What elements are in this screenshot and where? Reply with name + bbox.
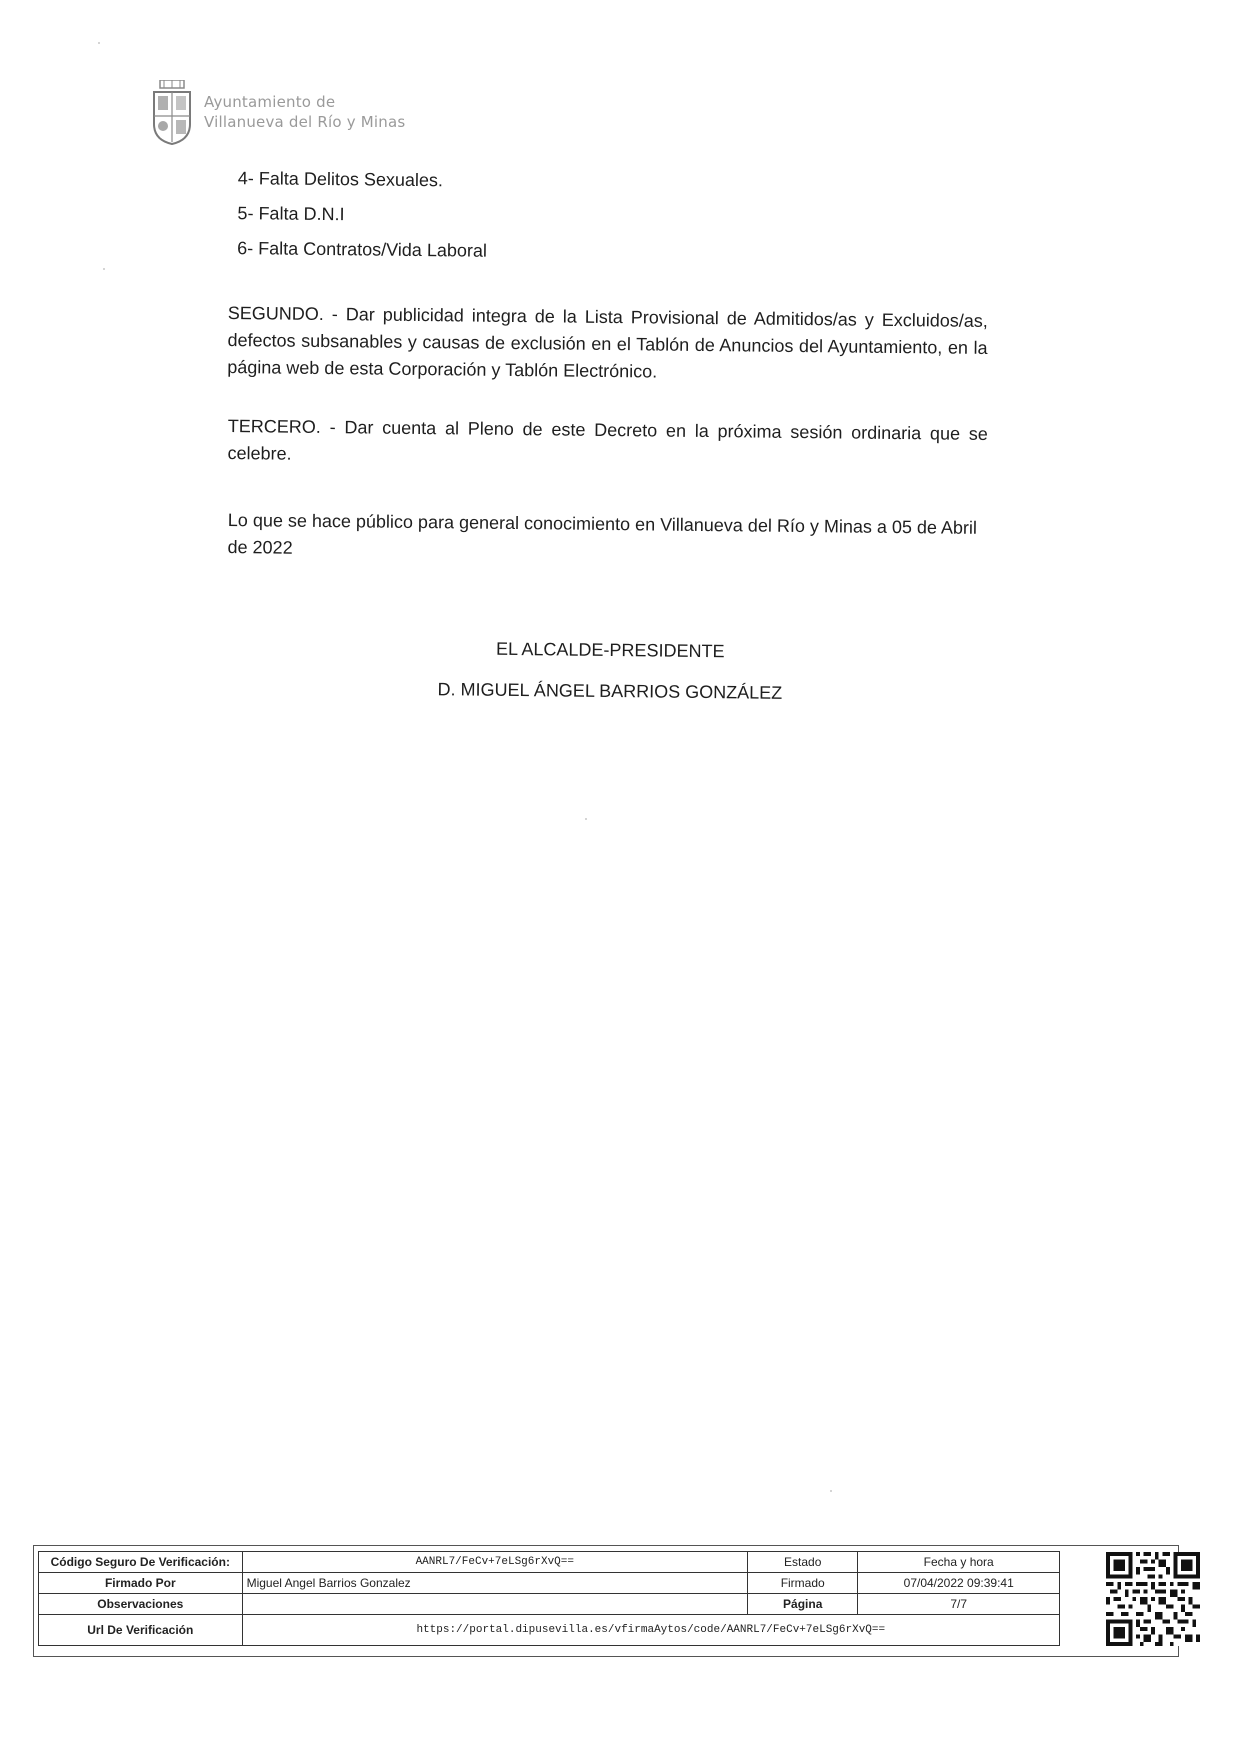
signature-block [360, 637, 861, 724]
list-item: 5- Falta D.N.I [237, 203, 345, 225]
paragraph-segundo: SEGUNDO. - Dar publicidad integra de la Lista Provisional de Admitidos/as y Excluidos/as, defectos subsanables y causas de exclusión en el Tablón de Anuncios del Ayuntamiento, en la página web de esta Corporación y Tablón Electrónico. [227, 302, 988, 382]
url-label: Url De Verificación [39, 1615, 243, 1646]
coat-of-arms-icon [150, 80, 194, 146]
signer-title: EL ALCALDE-PRESIDENTE [496, 638, 725, 662]
codigo-label: Código Seguro De Verificación: [39, 1552, 243, 1573]
pagina-value: 7/7 [858, 1594, 1060, 1615]
org-name-line1: Ayuntamiento de [204, 93, 336, 111]
fecha-label: Fecha y hora [858, 1552, 1060, 1573]
verification-url[interactable]: https://portal.dipusevilla.es/vfirmaAytos/code/AANRL7/FeCv+7eLSg6rXvQ== [242, 1615, 1059, 1646]
org-name-line2: Villanueva del Río y Minas [204, 113, 406, 131]
document-body [228, 165, 988, 561]
letterhead [150, 80, 450, 150]
closing-paragraph: Lo que se hace público para general conocimiento en Villanueva del Río y Minas a 05 de Abril de 2022 [227, 509, 978, 558]
signer-name: D. MIGUEL ÁNGEL BARRIOS GONZÁLEZ [437, 679, 783, 703]
firmado-por-value: Miguel Angel Barrios Gonzalez [242, 1573, 747, 1594]
firmado-por-label: Firmado Por [39, 1573, 243, 1594]
verification-table [38, 1551, 1060, 1646]
scan-speck [830, 1490, 832, 1492]
scan-speck [98, 42, 100, 44]
paragraph-tercero: TERCERO. - Dar cuenta al Pleno de este Decreto en la próxima sesión ordinaria que se celebre. [227, 415, 988, 464]
observaciones-value [242, 1594, 747, 1615]
observaciones-label: Observaciones [39, 1594, 243, 1615]
estado-value: Firmado [748, 1573, 858, 1594]
organization-name [204, 92, 405, 132]
estado-label: Estado [748, 1552, 858, 1573]
fecha-value: 07/04/2022 09:39:41 [858, 1573, 1060, 1594]
verification-footer [33, 1545, 1179, 1657]
missing-documents-list [227, 165, 988, 270]
list-item: 6- Falta Contratos/Vida Laboral [237, 238, 488, 261]
pagina-label: Página [748, 1594, 858, 1615]
codigo-value: AANRL7/FeCv+7eLSg6rXvQ== [242, 1552, 747, 1573]
scan-speck [103, 268, 105, 270]
qr-code-icon [1106, 1552, 1200, 1646]
list-item: 4- Falta Delitos Sexuales. [237, 168, 444, 191]
scan-speck [585, 818, 587, 820]
